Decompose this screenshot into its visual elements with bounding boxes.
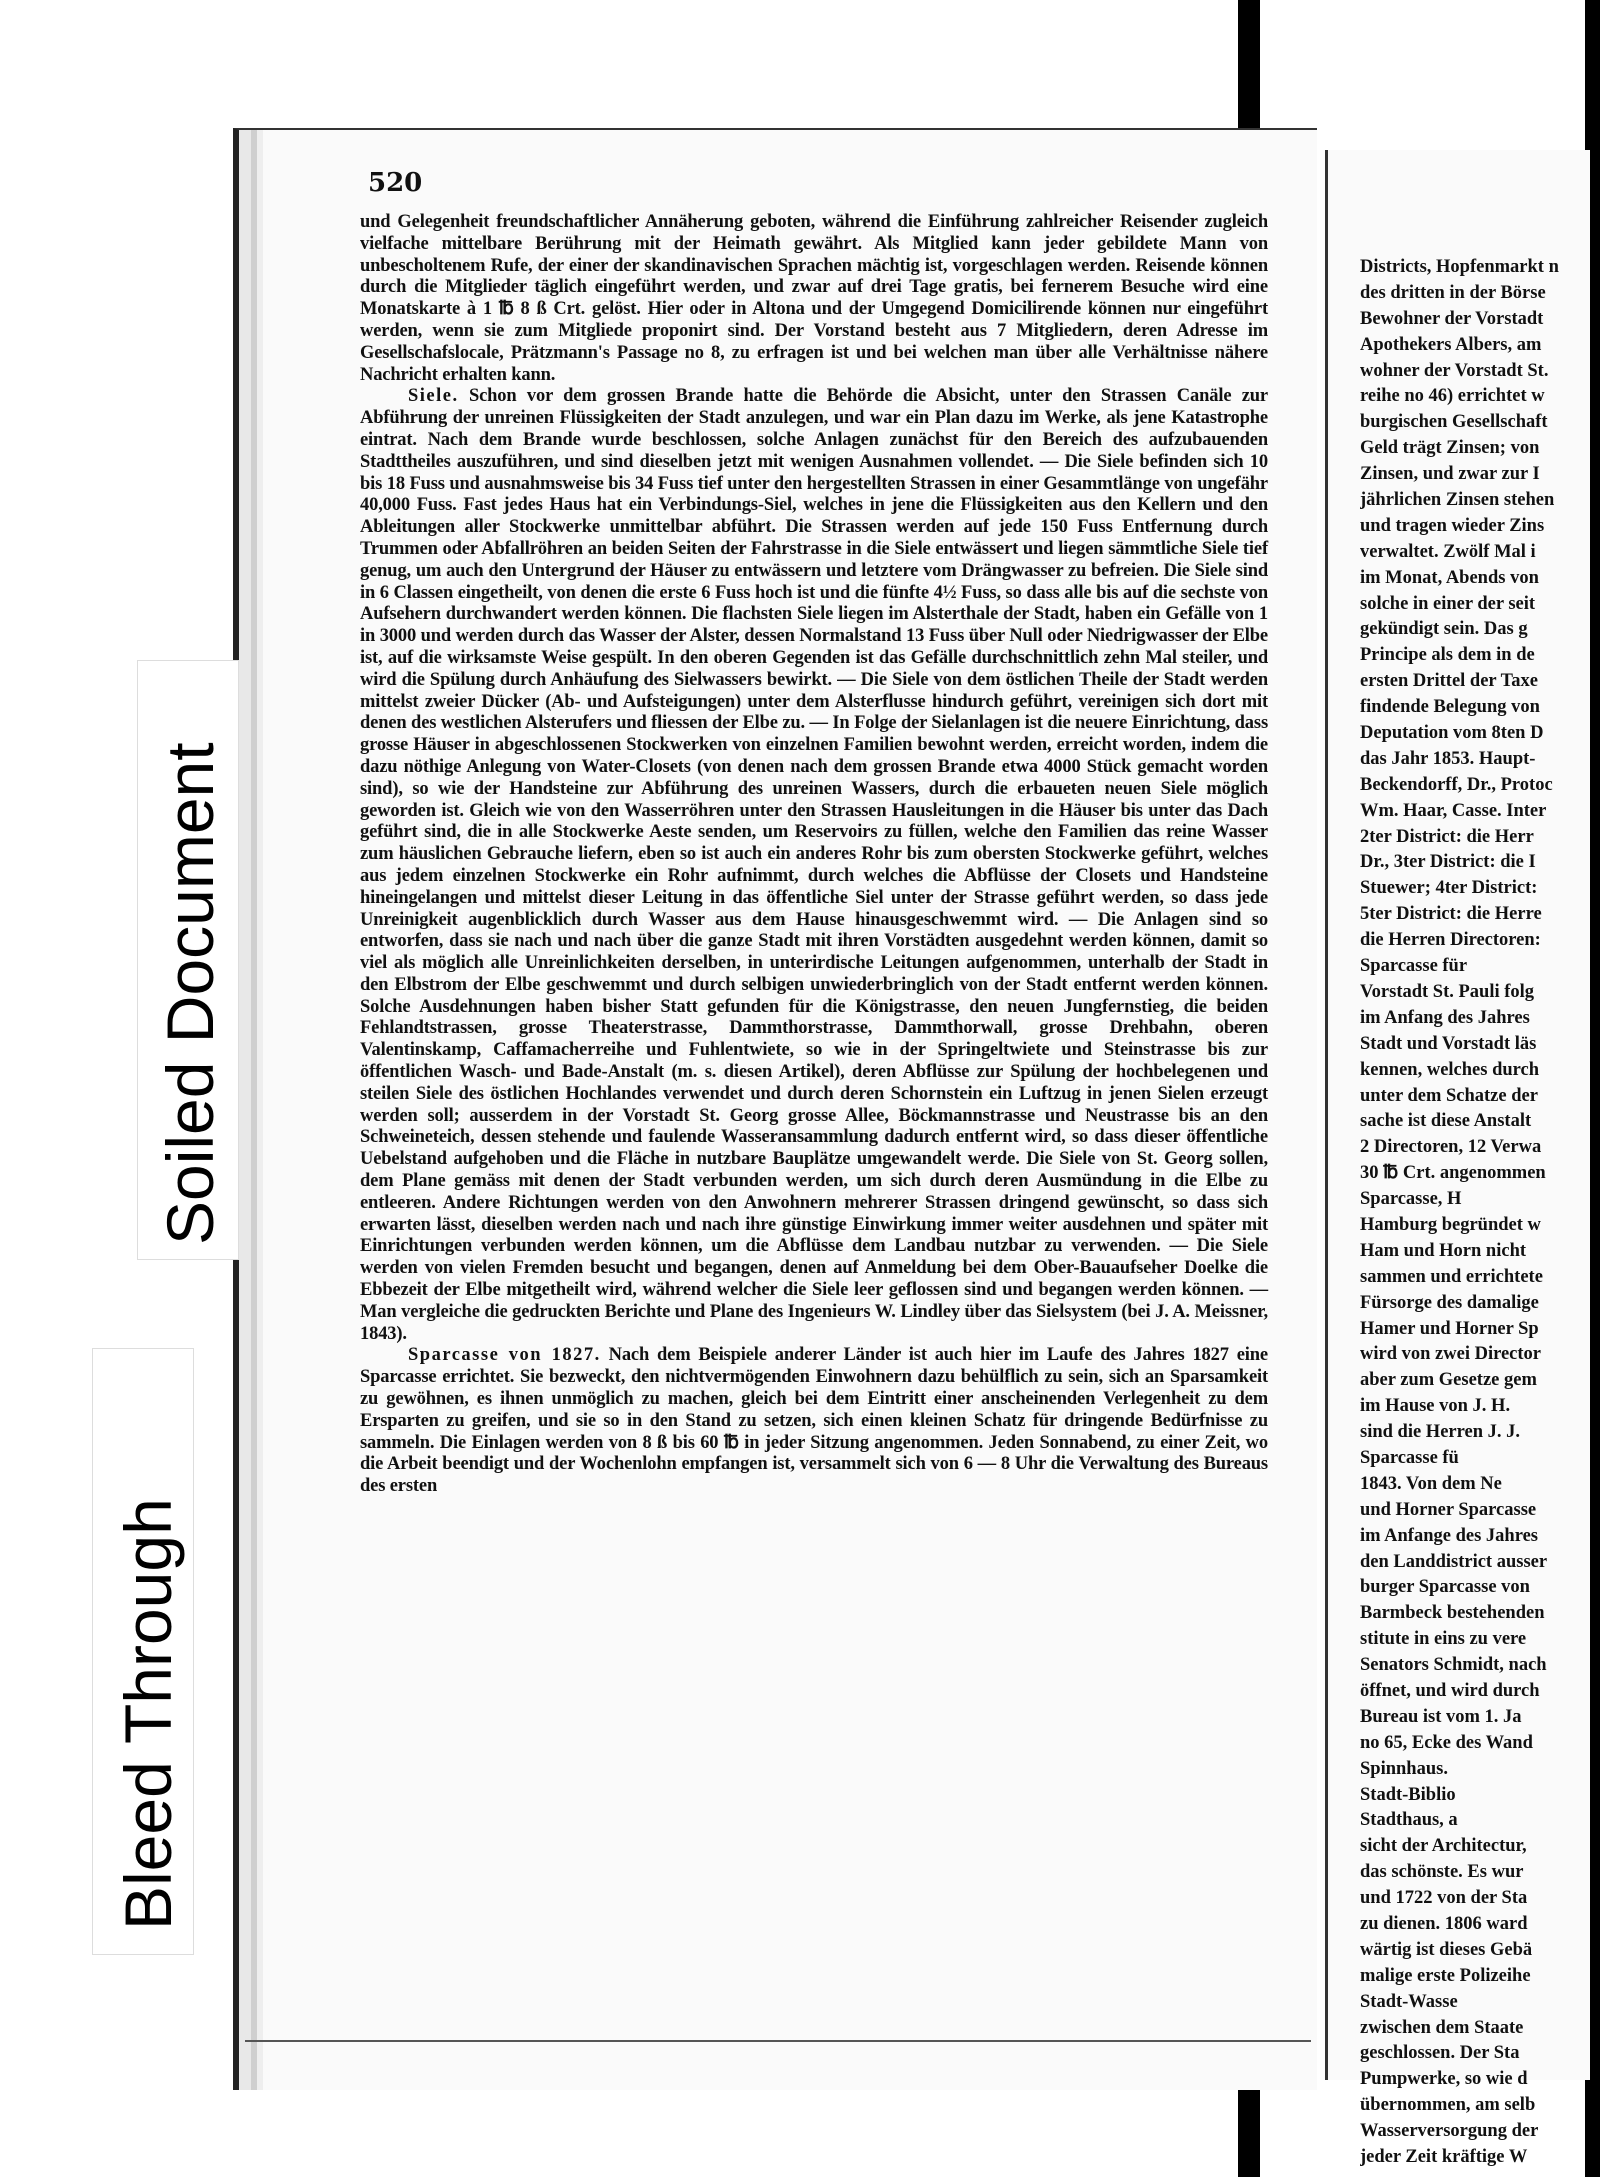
right-text-line: Beckendorff, Dr., Protoc	[1360, 774, 1553, 795]
right-text-line: im Anfang des Jahres	[1360, 1007, 1530, 1028]
section-heading-siele: Siele.	[408, 386, 459, 407]
bleed-through-label: Bleed Through	[111, 1498, 185, 1930]
right-text-line: im Anfange des Jahres	[1360, 1525, 1538, 1546]
right-text-line: Barmbeck bestehenden	[1360, 1603, 1545, 1624]
left-text-column	[360, 212, 1268, 1498]
right-text-line: 1843. Von dem Ne	[1360, 1473, 1502, 1494]
right-text-line: wohner der Vorstadt St.	[1360, 360, 1549, 381]
right-text-line: Bureau ist vom 1. Ja	[1360, 1706, 1522, 1727]
right-text-line: reihe no 46) errichtet w	[1360, 386, 1545, 407]
right-text-line: Stadthaus, a	[1360, 1810, 1458, 1831]
right-text-line: Stadt und Vorstadt läs	[1360, 1033, 1537, 1054]
right-text-line: Spinnhaus.	[1360, 1758, 1448, 1779]
right-text-line: Pumpwerke, so wie d	[1360, 2069, 1528, 2090]
right-text-line: Sparcasse für	[1360, 956, 1468, 977]
paragraph-siele-text: Schon vor dem grossen Brande hatte die Behörde die Absicht, unter den Strassen Canäle zur Abführung der unreinen Flüssigkeiten der Stadt anzulegen, und war ein Plan dazu im Werke, als jene Katastrophe eintrat. Nach dem Brande wurde beschlossen, solche Anlagen zunächst für den Bereich des aufzubauenden Stadttheiles auszuführen, und sind dieselben jetzt mit wenigen Ausnahmen vollendet. — Die Siele befinden sich 10 bis 18 Fuss und ausnahmsweise bis 34 Fuss tief unter den hergestellten Strassen in einer Gesammtlänge von ungefähr 40,000 Fuss. Fast jedes Haus hat ein Verbindungs-Siel, welches in jene die Flüssigkeiten aus den Kellern und den Ableitungen aller Stockwerke unmittelbar abführt. Die Strassen werden auf jede 150 Fuss Entfernung durch Trummen oder Abfallröhren an beiden Seiten der Fahrstrasse in die Siele entwässert und liegen sämmtliche Siele tief genug, um auch den Untergrund der Häuser zu entwässern und letztere vom Drängwasser zu befreien. Die Siele sind in 6 Classen eingetheilt, von denen die erste 6 Fuss hoch ist und die fünfte 4½ Fuss, so dass alle bis auf die sechste von Aufsehern durchwandert werden können. Die flachsten Siele liegen im Alsterthale der Stadt, haben ein Gefälle von 1 in 3000 und werden durch das Wasser der Alster, dessen Normalstand 13 Fuss über Null oder Niedrigwasser der Elbe ist, auf die wirksamste Weise gespült. In den oberen Gegenden ist das Gefälle durchschnittlich zehn Mal steiler, und wird die Spülung durch Anhäufung des Sielwassers bewirkt. — Die Siele von dem östlichen Theile der Stadt werden mittelst zweier Dücker (Ab- und Aufsteigungen) unter dem Alsterflusse hindurch geführt, vereinigen sich dort mit denen des westlichen Alsterufers und fliessen der Elbe zu. — In Folge der Sielanlagen ist die neuere Einrichtung, dass grosse Häuser in abgeschlossenen Stockwerken von einzelnen Familien bewohnt werden, erreicht worden, indem die dazu nöthige Anlegung von Water-Closets (von denen nach dem grossen Brande etwa 4000 Stück gemacht worden sind), so wie der Handsteine zur Abführung des unreinen Wassers, durch die erbaueten neuen Siele möglich geworden ist. Gleich wie von den Wasserröhren unter den Strassen Hausleitungen in die Häuser bis unter das Dach geführt sind, die in alle Stockwerke Aeste senden, um Reservoirs zu füllen, welche den Familien das reine Wasser zum häuslichen Gebrauche liefern, eben so ist auch ein anderes Rohr bis zum obersten Stockwerke geführt, welches aus jedem einzelnen Stockwerke ein Rohr aufnimmt, durch welches die Abflüsse der Closets und Handsteine hineingelangen und mittelst dieser Leitung in das öffentliche Siel unter der Strasse geführt werden, so dass jede Unreinigkeit augenblicklich durch Wasser aus dem Hause hinausgeschwemmt wird. — Die Anlagen sind so entworfen, dass sie nach und nach über die ganze Stadt mit ihren Vorstädten ausgedehnt werden können, damit so viel als möglich alle Unreinlichkeiten derselben, in unterirdische Leitungen aufgenommen, unterhalb der Stadt in den Elbstrom der Elbe geschwemmt und durch selbigen unwiederbringlich von der Stadt entfernt werden können. Solche Ausdehnungen haben bisher Statt gefunden für die Königstrasse, den neuen Jungfernstieg, die beiden Fehlandtstrassen, grosse Theaterstrasse, Dammthorstrasse, Dammthorwall, grosse Drehbahn, oberen Valentinskamp, Caffamacherreihe und Fuhlentwiete, so wie in der Springeltwiete und Steinstrasse bis zur öffentlichen Wasch- und Bade-Anstalt (m. s. diesen Artikel), deren Abflüsse zur Spülung der hochbelegenen und steilen Siele des östlichen Hochlandes verwendet und durch deren Schornstein ein Luftzug in jenen Sielen erzeugt werden soll; ausserdem in der Vorstadt St. Georg grosse Allee, Böckmannstrasse und Neustrasse bis an den Schweineteich, dessen stehende und faulende Wasseransammlung dadurch entfernt wird, so dass dieser öffentliche Uebelstand aufgehoben und die Fläche in nutzbare Bauplätze umgewandelt werde. Die Siele von St. Georg sollen, dem Plane gemäss mit denen der Stadt verbunden werden, um sich durch deren Ausmündung in die Elbe zu entleeren. Andere Richtungen werden von den Anwohnern mehrerer Strassen dringend gewünscht, so dass sich erwarten lässt, dieselben werden nach und nach ihre günstige Einwirkung immer weiter ausdehnen und später mit Einrichtungen verbunden werden können, um die Abflüsse dem Landbau nutzbar zu verwenden. — Die Siele werden von vielen Fremden besucht und begangen, denen auf Anmeldung bei dem Ober-Bauaufseher Doelke die Ebbezeit der Elbe mitgetheilt wird, während welcher die Siele leer geflossen sind und begangen werden können. — Man vergleiche die gedruckten Berichte und Plane des Ingenieurs W. Lindley über das Sielsystem (bei J. A. Meissner, 1843).	[360, 386, 1268, 1344]
right-text-line: Geld trägt Zinsen; von	[1360, 438, 1540, 459]
right-text-column	[1360, 255, 1600, 2171]
right-text-line: im Hause von J. H.	[1360, 1396, 1511, 1417]
right-text-line: Districts, Hopfenmarkt n	[1360, 257, 1559, 277]
right-text-line: Stadt-Wasse	[1360, 1991, 1458, 2012]
right-text-line: Vorstadt St. Pauli folg	[1360, 981, 1535, 1002]
right-text-line: Wm. Haar, Casse. Inter	[1360, 800, 1547, 821]
paragraph-siele	[360, 386, 1268, 1345]
right-text-line: malige erste Polizeihe	[1360, 1965, 1531, 1986]
right-text-line: Senators Schmidt, nach	[1360, 1655, 1547, 1676]
right-text-line: ersten Drittel der Taxe	[1360, 671, 1538, 692]
right-text-line: 30 ℔ Crt. angenommen	[1360, 1163, 1546, 1184]
right-text-line: jährlichen Zinsen stehen	[1360, 490, 1555, 511]
right-text-line: des dritten in der Börse	[1360, 282, 1546, 303]
right-text-line: öffnet, und wird durch	[1360, 1680, 1540, 1701]
paragraph-sparcasse-text: Nach dem Beispiele anderer Länder ist auch hier im Laufe des Jahres 1827 eine Sparcasse errichtet. Sie bezweckt, den nichtvermögenden Einwohnern dazu behülflich zu sein, sich an Sparsamkeit zu gewöhnen, es ihnen unmöglich zu machen, gleich bei dem Eintritt einer anscheinenden Verlegenheit zu dem Ersparten zu greifen, und sie so in den Stand zu setzen, sich einen kleinen Schatz für dringende Bedürfnisse zu sammeln. Die Einlagen werden von 8 ß bis 60 ℔ in jeder Sitzung angenommen. Jeden Sonnabend, zu einer Zeit, wo die Arbeit beendigt und der Wochenlohn empfangen ist, versammelt sich von 6 — 8 Uhr die Verwaltung des Bureaus des ersten	[360, 1345, 1268, 1497]
right-text-line: Zinsen, und zwar zur I	[1360, 464, 1540, 485]
right-text-line: wird von zwei Director	[1360, 1344, 1542, 1365]
right-text-line: übernommen, am selb	[1360, 2095, 1536, 2116]
right-text-line: Sparcasse fü	[1360, 1447, 1459, 1468]
soiled-document-label: Soiled Document	[153, 742, 227, 1245]
right-text-line: 5ter District: die Herre	[1360, 904, 1542, 925]
right-text-line: solche in einer der seit	[1360, 593, 1536, 614]
right-text-line: kennen, welches durch	[1360, 1059, 1540, 1080]
right-text-line: Dr., 3ter District: die I	[1360, 852, 1536, 873]
right-text-line: aber zum Gesetze gem	[1360, 1370, 1537, 1391]
paragraph-intro: und Gelegenheit freundschaftlicher Annäherung geboten, während die Einführung zahlreicher Reisender zugleich vielfache mittelbare Berührung mit der Heimath gewährt. Als Mitglied kann jeder gebildete Mann von unbescholtenem Rufe, der einer der skandinavischen Sprachen mächtig ist, vorgeschlagen werden. Reisende können durch die Mitglieder täglich eingeführt werden, und zwar auf drei Tage gratis, bei fernerem Besuche wird eine Monatskarte à 1 ℔ 8 ß Crt. gelöst. Hier oder in Altona und der Umgegend Domicilirende können nur eingeführt werden, wenn sie zum Mitgliede proponirt sind. Der Vorstand besteht aus 7 Mitgliedern, deren Adresse im Gesellschafslocale, Prätzmann's Passage no 8, zu erfragen ist und bei welchen man über alle Verhältnisse nähere Nachricht erhalten kann.	[360, 212, 1268, 385]
right-text-line: Hamer und Horner Sp	[1360, 1318, 1539, 1339]
right-text-line: gekündigt sein. Das g	[1360, 619, 1528, 640]
right-text-line: das Jahr 1853. Haupt-	[1360, 748, 1536, 769]
right-text-line: sicht der Architectur,	[1360, 1836, 1527, 1857]
right-text-line: Fürsorge des damalige	[1360, 1292, 1539, 1313]
right-text-line: verwaltet. Zwölf Mal i	[1360, 541, 1536, 562]
right-text-line: Wasserversorgung der	[1360, 2121, 1539, 2142]
right-text-line: und tragen wieder Zins	[1360, 515, 1545, 536]
right-text-line: 2ter District: die Herr	[1360, 826, 1534, 847]
page-number: 520	[368, 168, 423, 198]
right-text-line: geschlossen. Der Sta	[1360, 2043, 1520, 2064]
right-text-line: Bewohner der Vorstadt	[1360, 308, 1544, 329]
right-text-line: 2 Directoren, 12 Verwa	[1360, 1137, 1542, 1158]
right-text-line: wärtig ist dieses Gebä	[1360, 1939, 1533, 1960]
right-text-line: zwischen dem Staate	[1360, 2017, 1524, 2038]
right-text-line: sache ist diese Anstalt	[1360, 1111, 1532, 1132]
right-text-line: sammen und errichtete	[1360, 1266, 1543, 1287]
right-text-line: jeder Zeit kräftige W	[1360, 2147, 1528, 2168]
right-text-line: die Herren Directoren:	[1360, 930, 1541, 951]
right-text-line: das schönste. Es wur	[1360, 1862, 1524, 1883]
right-text-line: Sparcasse, H	[1360, 1189, 1462, 1210]
section-heading-sparcasse: Sparcasse von 1827.	[408, 1345, 601, 1366]
right-text-line: im Monat, Abends von	[1360, 567, 1539, 588]
right-text-line: burgischen Gesellschaft	[1360, 412, 1548, 433]
right-text-line: burger Sparcasse von	[1360, 1577, 1530, 1598]
right-text-line: no 65, Ecke des Wand	[1360, 1732, 1533, 1753]
right-text-line: sind die Herren J. J.	[1360, 1422, 1520, 1443]
right-text-line: Apothekers Albers, am	[1360, 334, 1542, 355]
right-text-line: findende Belegung von	[1360, 697, 1540, 718]
right-text-line: Stuewer; 4ter District:	[1360, 878, 1538, 899]
right-text-line: den Landdistrict ausser	[1360, 1551, 1548, 1572]
right-text-line: stitute in eins zu vere	[1360, 1629, 1527, 1650]
right-text-line: Hamburg begründet w	[1360, 1214, 1541, 1235]
paragraph-sparcasse	[360, 1345, 1268, 1498]
right-text-line: zu dienen. 1806 ward	[1360, 1914, 1528, 1934]
page-bottom-edge	[245, 2040, 1311, 2082]
right-text-line: und 1722 von der Sta	[1360, 1888, 1528, 1909]
right-text-line: Principe als dem in de	[1360, 645, 1535, 666]
right-text-line: Deputation vom 8ten D	[1360, 723, 1544, 744]
right-text-line: unter dem Schatze der	[1360, 1085, 1538, 1106]
right-text-line: und Horner Sparcasse	[1360, 1499, 1537, 1520]
right-text-line: Stadt-Biblio	[1360, 1784, 1456, 1805]
right-text-line: Ham und Horn nicht	[1360, 1240, 1527, 1261]
